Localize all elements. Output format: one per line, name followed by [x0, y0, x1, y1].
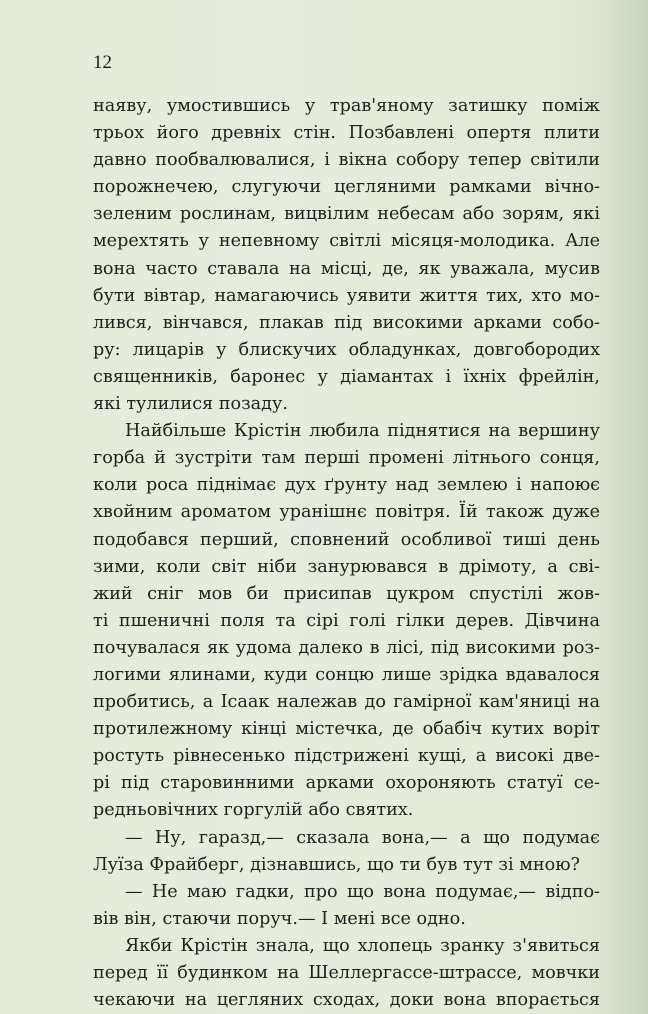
text-line: хвойним ароматом уранішнє повітря. Їй також дуже [93, 502, 600, 523]
text-line: — Ну, гаразд,— сказала вона,— а що подумає [125, 827, 600, 848]
text-line: бути вівтар, намагаючись уявити життя тих, хто мо- [93, 285, 600, 306]
page-number: 12 [93, 52, 112, 73]
text-line: порожнечею, слугуючи цегляними рамками вічно- [93, 177, 600, 198]
text-line: логими ялинами, куди сонцю лише зрідка вдавалося [93, 664, 600, 685]
text-line: вів він, стаючи поруч.— І мені все одно. [93, 908, 466, 929]
text-line: редньовічних горгулій або святих. [93, 800, 414, 821]
text-line: горба й зустріти там перші промені літнього сонця, [93, 448, 600, 469]
text-line: подобався перший, сповнений особливої тиші день [93, 529, 600, 550]
text-line: Найбільше Крістін любила піднятися на вершину [125, 421, 600, 442]
text-line: священників, баронес у діамантах і їхніх фрейлін, [93, 366, 600, 387]
text-line: зими, коли світ ніби занурювався в дрімоту, а сві- [93, 556, 600, 577]
text-line: ті пшеничні поля та сірі голі гілки дерев. Дівчина [93, 610, 600, 631]
text-line: наяву, умостившись у трав'яному затишку поміж [93, 96, 600, 116]
text-line: коли роса піднімає дух ґрунту над землею і напоює [93, 475, 600, 496]
text-line: вона часто ставала на місці, де, як уважала, мусив [93, 258, 600, 279]
text-line: жий сніг мов би присипав цукром спустілі жов- [93, 583, 600, 604]
text-line: лився, вінчався, плакав під високими арками собо- [93, 312, 600, 333]
text-line: які тулилися позаду. [93, 394, 288, 415]
text-line: протилежному кінці містечка, де обабіч кутих воріт [93, 719, 600, 740]
text-line: перед її будинком на Шеллергассе-штрассе, мовчки [93, 963, 600, 983]
body-text [93, 93, 600, 1014]
text-line: чекаючи на цегляних сходах, доки вона впорається [93, 990, 600, 1011]
text-line: пробитись, а Ісаак належав до гамірної кам'яниці на [93, 692, 600, 713]
text-line: ру: лицарів у блискучих обладунках, довгобородих [93, 339, 600, 360]
text-line: ростуть рівнесенько підстрижені кущі, а високі две- [93, 746, 600, 767]
text-line: Луїза Фрайберг, дізнавшись, що ти був тут зі мною? [93, 854, 580, 875]
text-line: — Не маю гадки, про що вона подумає,— відпо- [125, 881, 600, 902]
text-line: трьох його древніх стін. Позбавлені опертя плити [93, 123, 600, 144]
text-line: зеленим рослинам, вицвілим небесам або зорям, які [93, 204, 600, 225]
text-line: Якби Крістін знала, що хлопець зранку з'явиться [125, 935, 600, 956]
text-line: рі під старовинними арками охороняють статуї се- [93, 773, 600, 794]
text-line: почувалася як удома далеко в лісі, під високими роз- [93, 637, 600, 658]
text-line: давно пообвалювалися, і вікна собору тепер світили [93, 150, 600, 171]
text-line: мерехтять у непевному світлі місяця-молодика. Але [93, 231, 600, 252]
